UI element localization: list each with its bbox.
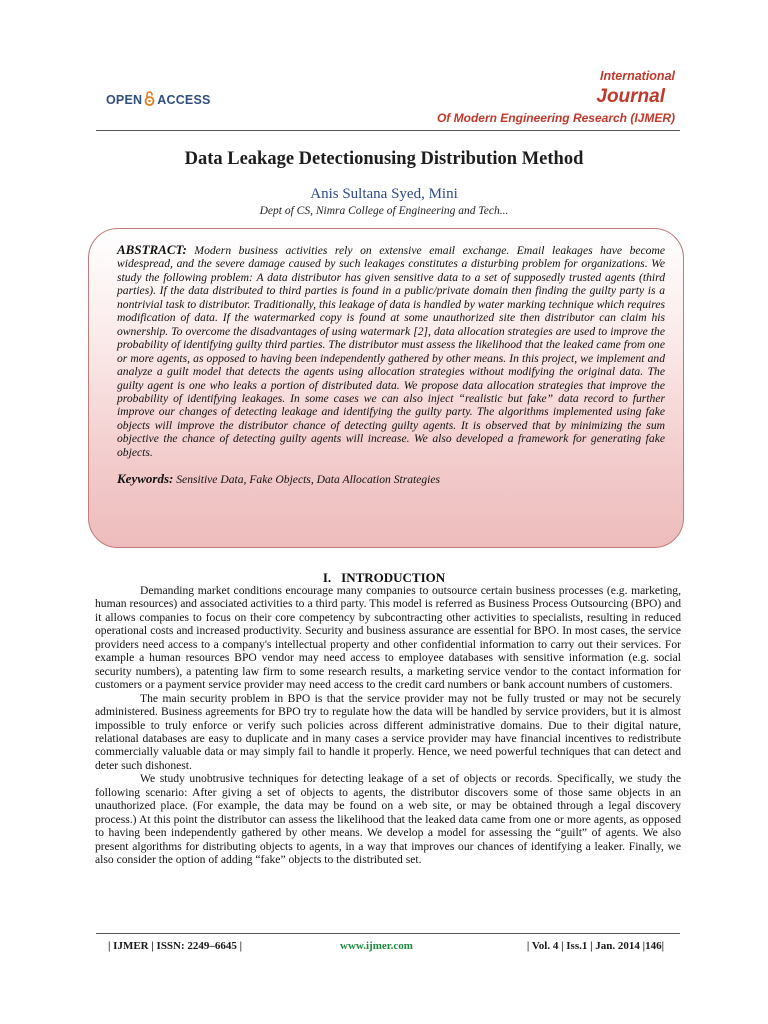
keywords-text: Sensitive Data, Fake Objects, Data Allocation Strategies [176,473,441,487]
journal-line-international: International [599,69,675,83]
footer-volume-page: | Vol. 4 | Iss.1 | Jan. 2014 |146| [526,940,664,952]
paragraph: We study unobtrusive techniques for detecting leakage of a set of objects or records. Specifically, we study the following scenario: After giving a set of objects to agents, the distributor discovers some of those same objects in an unauthorized place. (For example, the data may be found on a web site, or may be obtained through a legal discovery process.) At this point the distributor can assess the likelihood that the leaked data came from one or more agents, as opposed to having been independently gathered by other means. We develop a model for assessing the “guilt” of agents. We also present algorithms for distributing objects to agents, in a way that improves our chances of identifying a leaker. Finally, we also consider the option of adding “fake” objects to the distributed set. [95,772,681,867]
paper-authors: Anis Sultana Syed, Mini [310,186,458,202]
journal-header [437,68,675,126]
paragraph: Demanding market conditions encourage many companies to outsource certain business processes (e.g. marketing, human resources) and associated activities to a third party. This model is referred as Business Process Outsourcing (BPO) and it allows companies to focus on their core competency by subcontracting other activities to specialists, resulting in reduced operational costs and increased productivity. Security and business assurance are essential for BPO. In most cases, the service providers need access to a company's intellectual property and other confidential information to carry out their services. For example a human resources BPO vendor may need access to employee databases with sensitive information (e.g. social security numbers), a patenting law firm to some research results, a marketing service vendor to the contact information for customers or a payment service provider may need access to the credit card numbers or bank account numbers of customers. [95,584,681,692]
paper-affiliation: Dept of CS, Nimra College of Engineering and Tech... [259,205,509,217]
open-access-text-left: OPEN [106,92,143,107]
footer-divider [96,933,680,934]
abstract-box [88,228,684,548]
abstract-text: Modern business activities rely on extensive email exchange. Email leakages have become widespread, and the severe damage caused by such leakages constitutes a disturbing problem for organizations. We study the following problem: A data distributor has given sensitive data to a set of supposedly trusted agents (third parties). If the data distributed to third parties is found in a public/private domain then finding the guilty party is a nontrivial task to distributor. Traditionally, this leakage of data is handled by water marking technique which requires modification of data. If the watermarked copy is found at some unauthorized site then distributor can claim his ownership. To overcome the disadvantages of using watermark [2], data allocation strategies are used to improve the probability of identifying guilty third parties. The distributor must assess the likelihood that the leaked came from one or more agents, as opposed to having been independently gathered by other means. In this project, we implement and analyze a guilt model that detects the agents using allocation strategies without modifying the original data. The guilty agent is one who leaks a portion of distributed data. We propose data allocation strategies that improve the probability of identifying leakages. In some cases we can also inject “realistic but fake” data record to further improve our changes of detecting leakage and identifying the guilty party. The algorithms implemented using fake objects will improve the distributor chance of detecting guilty agents. It is observed that by minimizing the sum objective the chance of detecting guilty agents will increase. We also developed a framework for generating fake objects. [117,244,665,459]
footer-website-link[interactable]: www.ijmer.com [340,940,413,952]
header-divider [96,130,680,131]
section-number: I. [322,570,332,585]
open-lock-icon [144,91,155,106]
journal-line-name: Of Modern Engineering Research (IJMER) [436,111,675,125]
footer-issn: | IJMER | ISSN: 2249–6645 | [108,940,243,952]
section-title: INTRODUCTION [341,570,446,585]
abstract [117,243,665,459]
open-access-logo [106,92,211,107]
introduction-body [95,584,681,867]
open-access-text-right: ACCESS [157,92,211,107]
keywords-label: Keywords: [117,471,174,487]
keywords [117,471,665,487]
paper-title: Data Leakage Detectionusing Distribution Method [184,149,584,169]
paragraph: The main security problem in BPO is that the service provider may not be fully trusted or may not be securely administered. Business agreements for BPO try to regulate how the data will be handled by service providers, but it is almost impossible to truly enforce or verify such policies across different administrative domains. Due to their digital nature, relational databases are easy to duplicate and in many cases a service provider may have financial incentives to redistribute commercially valuable data or may simply fail to handle it properly. Hence, we need powerful techniques that can detect and deter such dishonest. [95,691,681,772]
journal-line-journal: Journal [596,86,665,107]
abstract-label: ABSTRACT: [117,242,187,257]
